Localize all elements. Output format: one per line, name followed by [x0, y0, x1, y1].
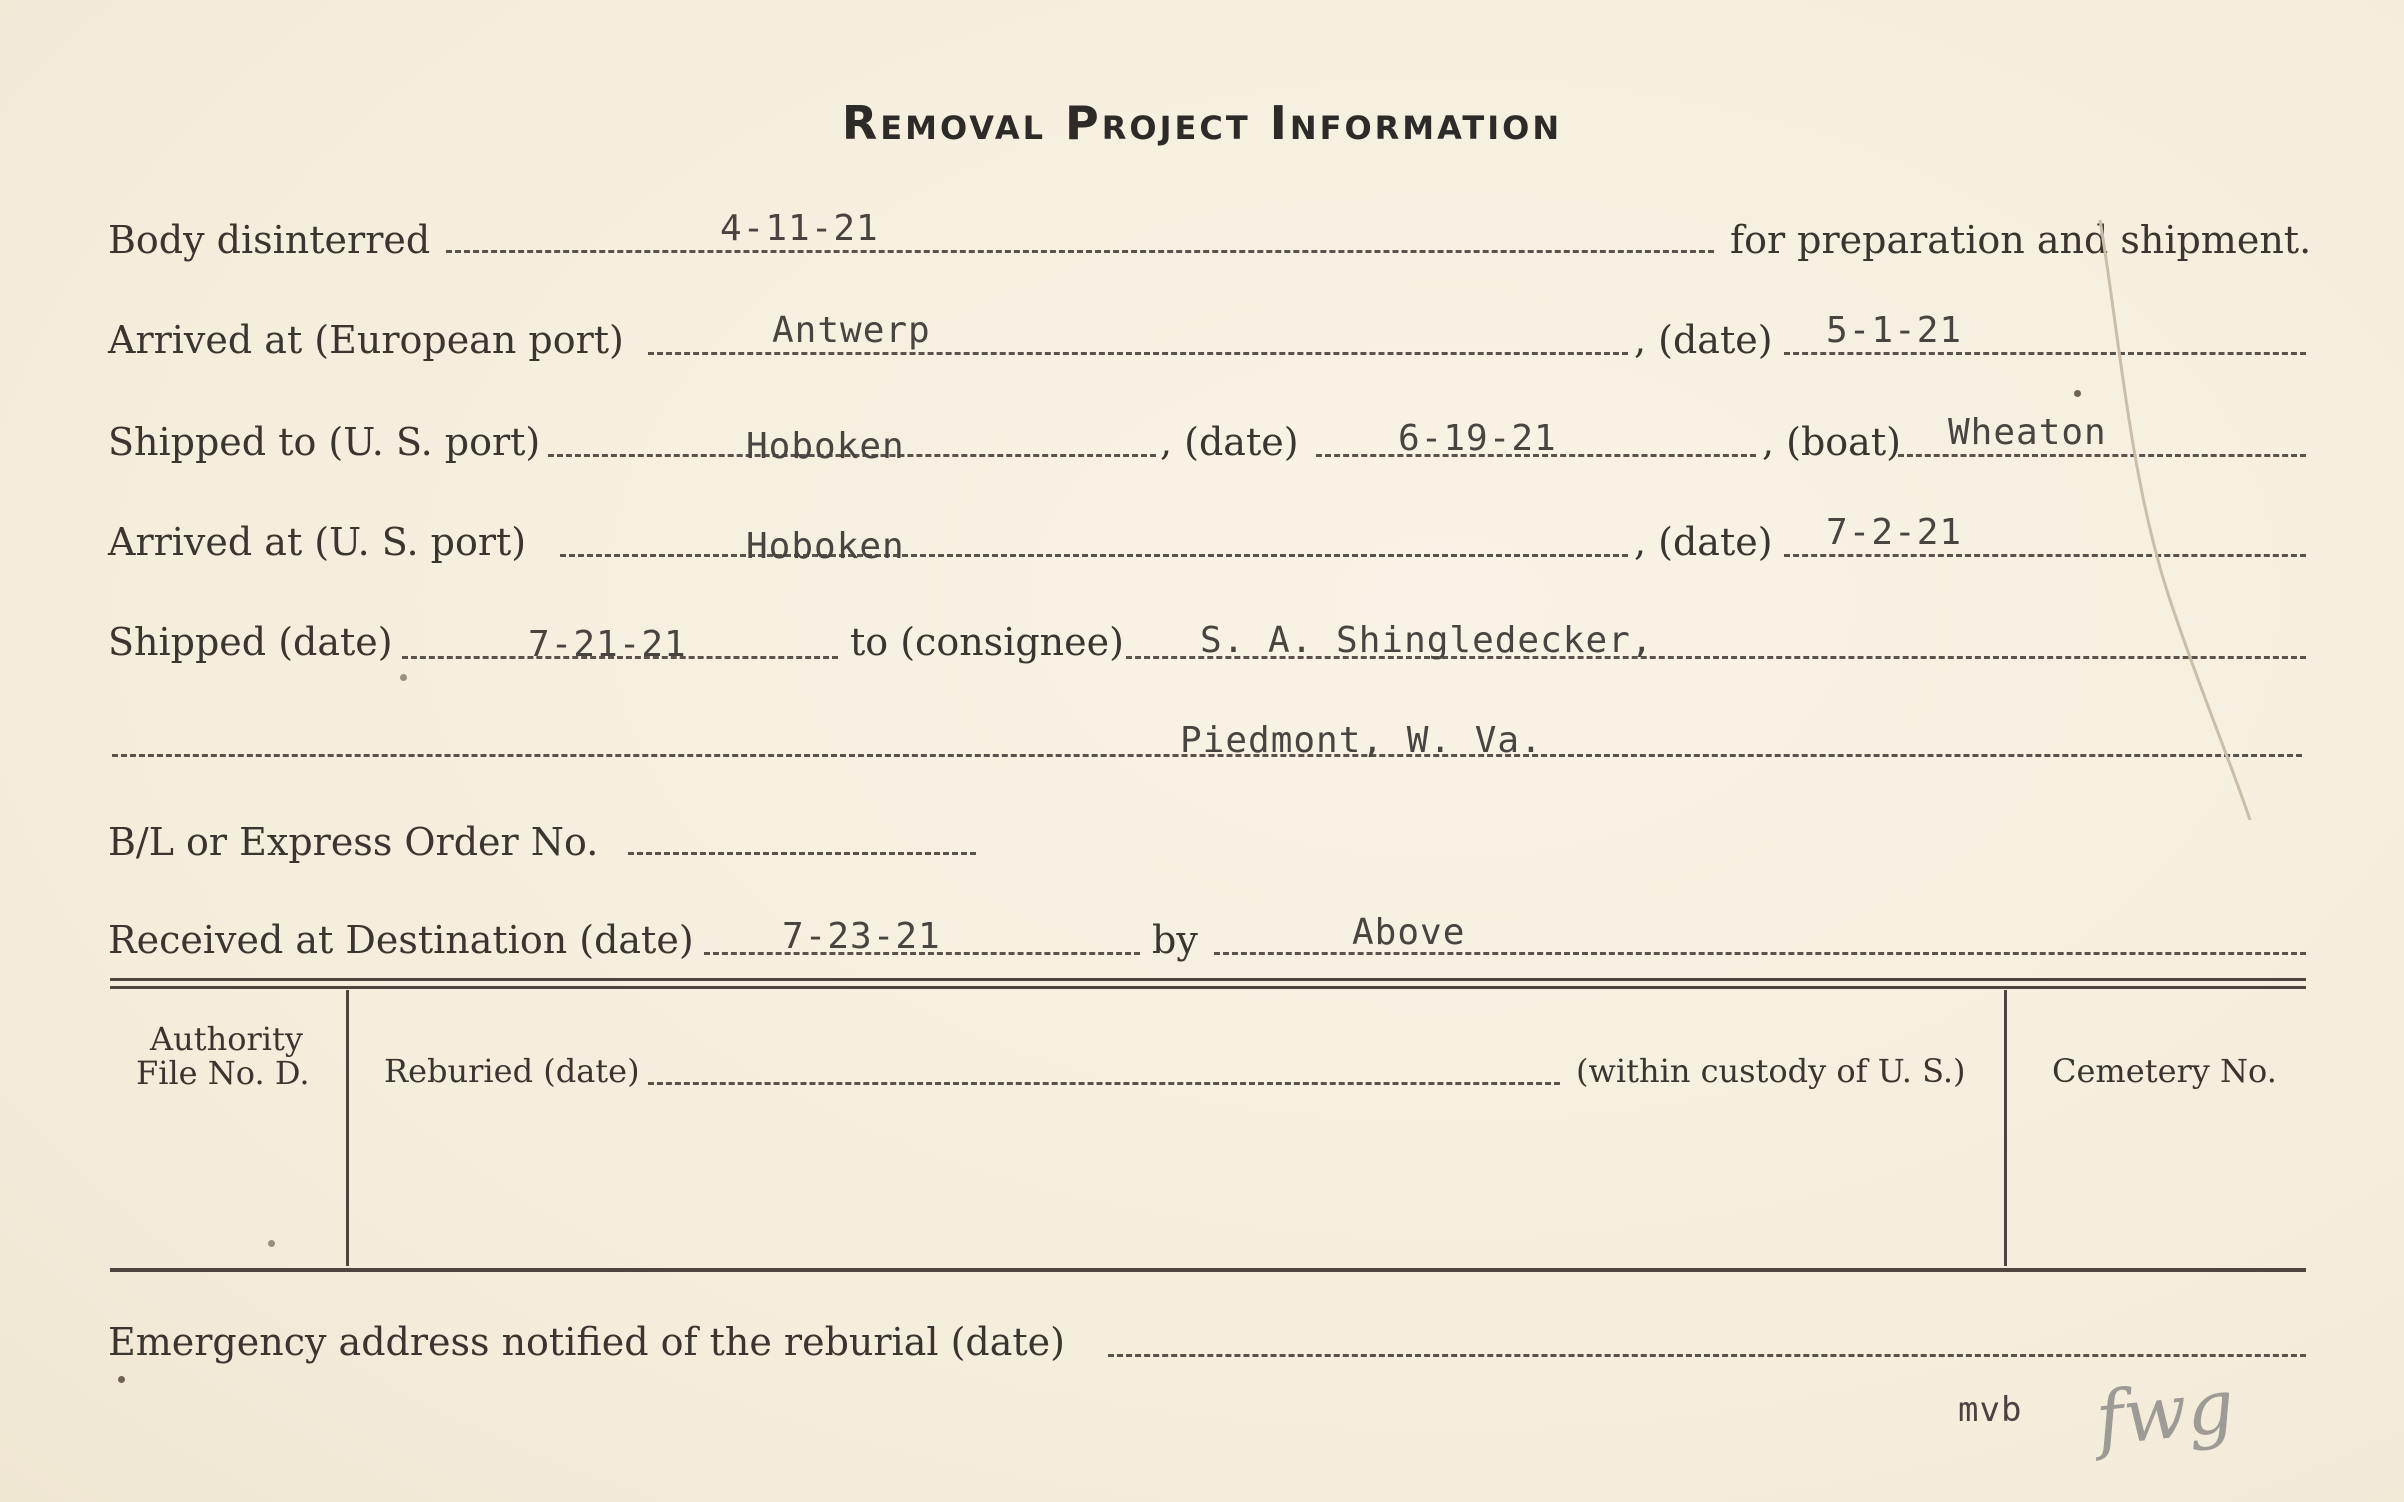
consignee-label: to (consignee)	[850, 620, 1124, 664]
table-bottom-rule	[110, 1268, 2306, 1272]
received-date: 7-23-21	[782, 916, 941, 957]
table-top-rule-2	[110, 986, 2306, 989]
arrived-europe-date: 5-1-21	[1826, 310, 1963, 351]
consignee-address: Piedmont, W. Va.	[1180, 720, 1543, 761]
disinterred-line	[446, 250, 1714, 253]
form-title: Removal Project Information	[841, 96, 1563, 150]
received-label: Received at Destination (date)	[108, 918, 694, 962]
disinterred-suffix: for preparation and shipment.	[1730, 218, 2312, 262]
emergency-label: Emergency address notified of the reburial (date)	[108, 1320, 1065, 1364]
disinterred-label: Body disinterred	[108, 218, 431, 262]
file-no-label: File No. D.	[136, 1054, 310, 1092]
received-by: Above	[1352, 912, 1466, 953]
table-divider-left	[346, 990, 349, 1266]
reburied-line	[648, 1082, 1560, 1085]
authority-label: Authority	[150, 1020, 303, 1058]
shipped-label: Shipped (date)	[108, 620, 393, 664]
received-by-label: by	[1152, 918, 1198, 962]
table-divider-right	[2004, 990, 2007, 1266]
shipped-us-boat: Wheaton	[1948, 412, 2107, 453]
bl-line	[628, 852, 976, 855]
arrived-us-date-label: , (date)	[1634, 520, 1773, 564]
disinterred-date: 4-11-21	[720, 208, 879, 249]
shipped-us-port: Hoboken	[746, 426, 905, 467]
custody-label: (within custody of U. S.)	[1576, 1052, 1966, 1090]
shipped-us-date: 6-19-21	[1398, 418, 1557, 459]
arrived-us-date: 7-2-21	[1826, 512, 1963, 553]
paper-speck	[118, 1376, 125, 1383]
bl-label: B/L or Express Order No.	[108, 820, 599, 864]
consignee-name: S. A. Shingledecker,	[1200, 620, 1654, 661]
paper-crease	[2060, 220, 2260, 820]
arrived-europe-line	[648, 352, 1628, 355]
arrived-europe-date-label: , (date)	[1634, 318, 1773, 362]
paper-speck	[400, 674, 407, 681]
shipped-us-label: Shipped to (U. S. port)	[108, 420, 541, 464]
typed-initials: mvb	[1958, 1390, 2023, 1430]
shipped-date: 7-21-21	[528, 624, 687, 665]
arrived-europe-port: Antwerp	[772, 310, 931, 351]
arrived-us-line	[560, 554, 1628, 557]
handwritten-initials: fwg	[2091, 1363, 2239, 1463]
reburied-label: Reburied (date)	[384, 1052, 640, 1090]
shipped-us-boat-label: , (boat)	[1762, 420, 1901, 464]
emergency-line	[1108, 1354, 2306, 1357]
table-top-rule	[110, 978, 2306, 981]
arrived-us-port: Hoboken	[746, 526, 905, 567]
arrived-europe-label: Arrived at (European port)	[108, 318, 624, 362]
cemetery-label: Cemetery No.	[2052, 1052, 2277, 1090]
arrived-us-label: Arrived at (U. S. port)	[108, 520, 527, 564]
paper-speck	[268, 1240, 275, 1247]
shipped-us-date-label: , (date)	[1160, 420, 1299, 464]
